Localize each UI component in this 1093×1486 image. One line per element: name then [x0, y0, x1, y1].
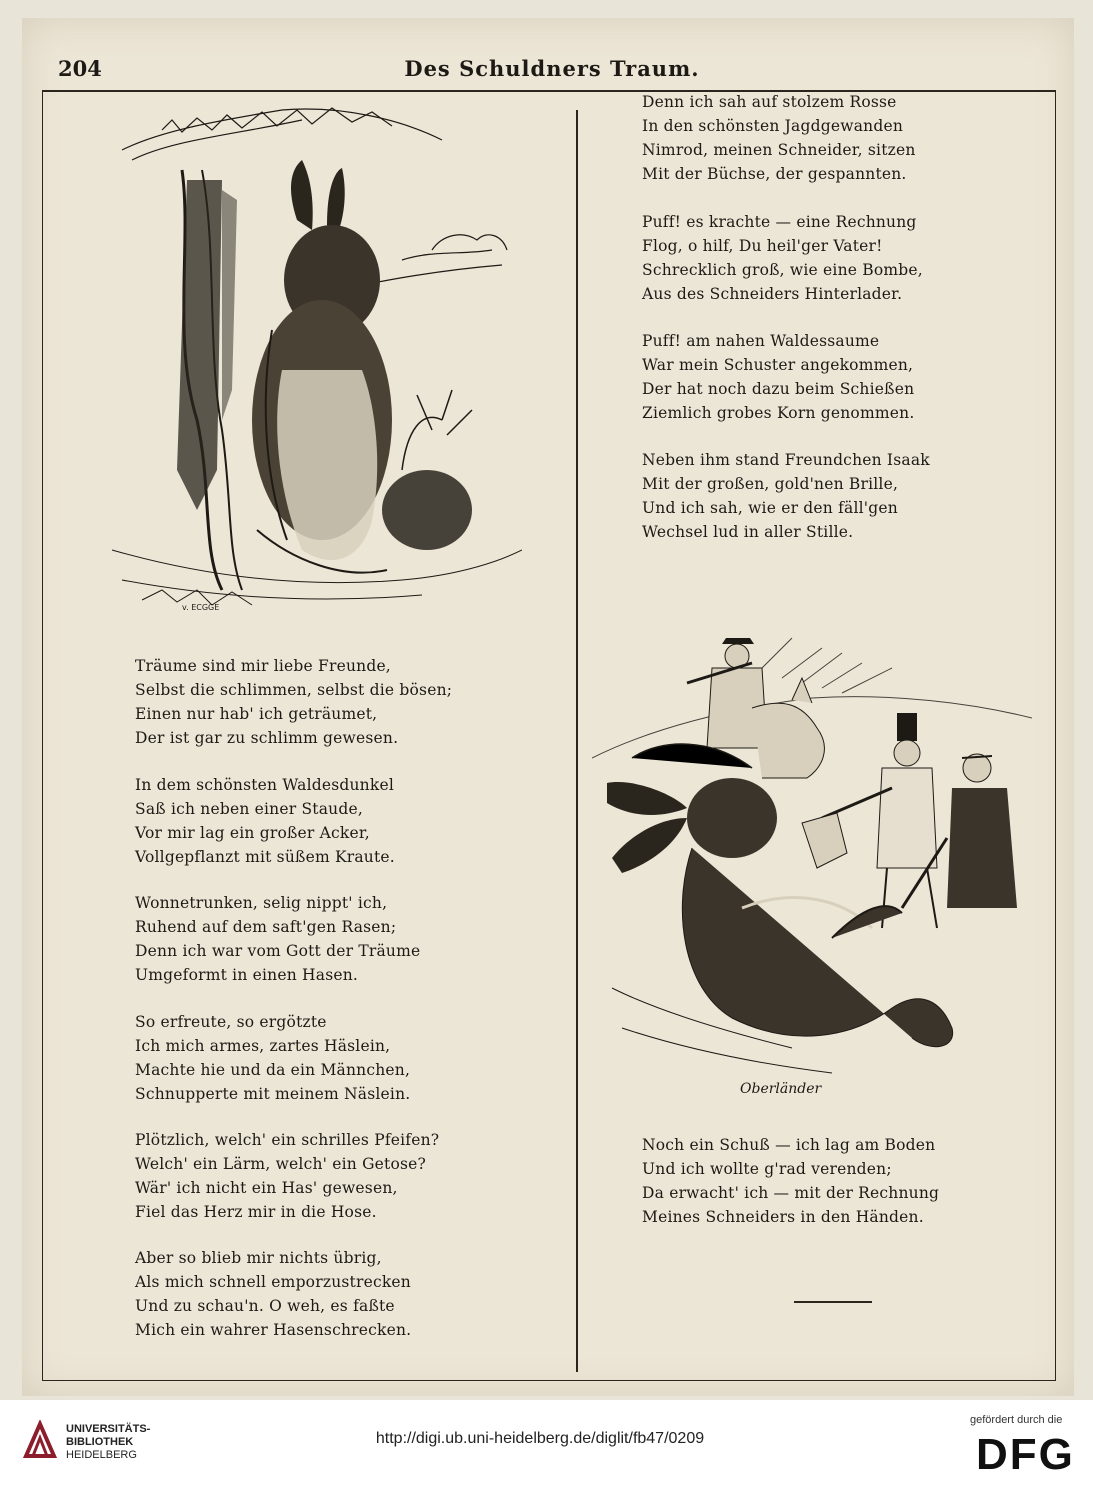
- verse-line: Einen nur hab' ich geträumet,: [135, 705, 378, 723]
- verse-line: Denn ich war vom Gott der Träume: [135, 942, 421, 960]
- scanned-page: [22, 18, 1074, 1396]
- page-number: 204: [58, 56, 102, 81]
- hare-figure: [252, 160, 392, 573]
- library-name[interactable]: UNIVERSITÄTS- BIBLIOTHEK HEIDELBERG: [66, 1423, 151, 1461]
- verse-line: Selbst die schlimmen, selbst die bösen;: [135, 681, 453, 699]
- verse-line: So erfreute, so ergötzte: [135, 1013, 327, 1031]
- verse-line: Saß ich neben einer Staude,: [135, 800, 363, 818]
- verse-line: Schrecklich groß, wie eine Bombe,: [642, 261, 923, 279]
- right-stanza-1: [642, 90, 916, 186]
- verse-line: Neben ihm stand Freundchen Isaak: [642, 451, 930, 469]
- verse-line: Nimrod, meinen Schneider, sitzen: [642, 141, 916, 159]
- viewer-footer: [0, 1400, 1093, 1486]
- verse-line: Der ist gar zu schlimm gewesen.: [135, 729, 399, 747]
- page-url-link[interactable]: http://digi.ub.uni-heidelberg.de/diglit/fb47/0209: [375, 1430, 705, 1447]
- right-stanza-2: [642, 210, 923, 306]
- left-stanza-2: [135, 773, 395, 869]
- right-stanza-3: [642, 329, 914, 425]
- verse-line: Und zu schau'n. O weh, es faßte: [135, 1297, 395, 1315]
- sitting-hare-illustration: [102, 90, 522, 620]
- university-library-logo-icon[interactable]: [22, 1420, 58, 1460]
- verse-line: Ziemlich grobes Korn genommen.: [642, 404, 915, 422]
- verse-line: Ich mich armes, zartes Häslein,: [135, 1037, 391, 1055]
- left-stanza-3: [135, 891, 420, 987]
- verse-line: Puff! am nahen Waldessaume: [642, 332, 880, 350]
- verse-line: Der hat noch dazu beim Schießen: [642, 380, 915, 398]
- verse-line: In dem schönsten Waldesdunkel: [135, 776, 394, 794]
- illustration-signature: v. ECGGE: [182, 603, 220, 612]
- page-title: Des Schuldners Traum.: [404, 56, 700, 81]
- left-stanza-1: [135, 654, 452, 750]
- verse-line: Plötzlich, welch' ein schrilles Pfeifen?: [135, 1131, 440, 1149]
- left-stanza-4: [135, 1010, 410, 1106]
- verse-line: Fiel das Herz mir in die Hose.: [135, 1203, 377, 1221]
- hunting-scene-illustration: [592, 608, 1032, 1098]
- verse-line: Ruhend auf dem saft'gen Rasen;: [135, 918, 397, 936]
- verse-line: Mich ein wahrer Hasenschrecken.: [135, 1321, 412, 1339]
- left-stanza-6: [135, 1246, 411, 1342]
- flying-bill: [802, 813, 847, 868]
- column-divider: [576, 110, 578, 1372]
- verse-line: Meines Schneiders in den Händen.: [642, 1208, 924, 1226]
- verse-line: Denn ich sah auf stolzem Rosse: [642, 93, 897, 111]
- dfg-logo[interactable]: DFG: [976, 1430, 1075, 1479]
- verse-line: Aber so blieb mir nichts übrig,: [135, 1249, 382, 1267]
- verse-line: War mein Schuster angekommen,: [642, 356, 914, 374]
- right-stanza-5: [642, 1133, 939, 1229]
- verse-line: Vollgepflanzt mit süßem Kraute.: [135, 848, 395, 866]
- verse-line: Umgeformt in einen Hasen.: [135, 966, 359, 984]
- verse-line: Noch ein Schuß — ich lag am Boden: [642, 1136, 936, 1154]
- verse-line: Vor mir lag ein großer Acker,: [135, 824, 370, 842]
- verse-line: In den schönsten Jagdgewanden: [642, 117, 903, 135]
- verse-line: Wonnetrunken, selig nippt' ich,: [135, 894, 388, 912]
- verse-line: Und ich wollte g'rad verenden;: [642, 1160, 892, 1178]
- verse-line: Welch' ein Lärm, welch' ein Getose?: [135, 1155, 427, 1173]
- verse-line: Träume sind mir liebe Freunde,: [135, 657, 391, 675]
- verse-line: Flog, o hilf, Du heil'ger Vater!: [642, 237, 883, 255]
- verse-line: Da erwacht' ich — mit der Rechnung: [642, 1184, 940, 1202]
- left-stanza-5: [135, 1128, 439, 1224]
- verse-line: Mit der Büchse, der gespannten.: [642, 165, 907, 183]
- verse-line: Machte hie und da ein Männchen,: [135, 1061, 411, 1079]
- right-stanza-4: [642, 448, 930, 544]
- verse-line: Als mich schnell emporzustrecken: [135, 1273, 411, 1291]
- verse-line: Mit der großen, gold'nen Brille,: [642, 475, 899, 493]
- rider-tailor: [632, 638, 824, 778]
- verse-line: Und ich sah, wie er den fäll'gen: [642, 499, 898, 517]
- verse-line: Aus des Schneiders Hinterlader.: [642, 285, 903, 303]
- verse-line: Schnupperte mit meinem Näslein.: [135, 1085, 411, 1103]
- verse-line: Puff! es krachte — eine Rechnung: [642, 213, 917, 231]
- verse-line: Wär' ich nicht ein Has' gewesen,: [135, 1179, 398, 1197]
- funding-note: gefördert durch die: [970, 1414, 1063, 1426]
- illustration-signature: Oberländer: [740, 1081, 822, 1097]
- end-rule: [794, 1301, 872, 1303]
- verse-line: Wechsel lud in aller Stille.: [642, 523, 854, 541]
